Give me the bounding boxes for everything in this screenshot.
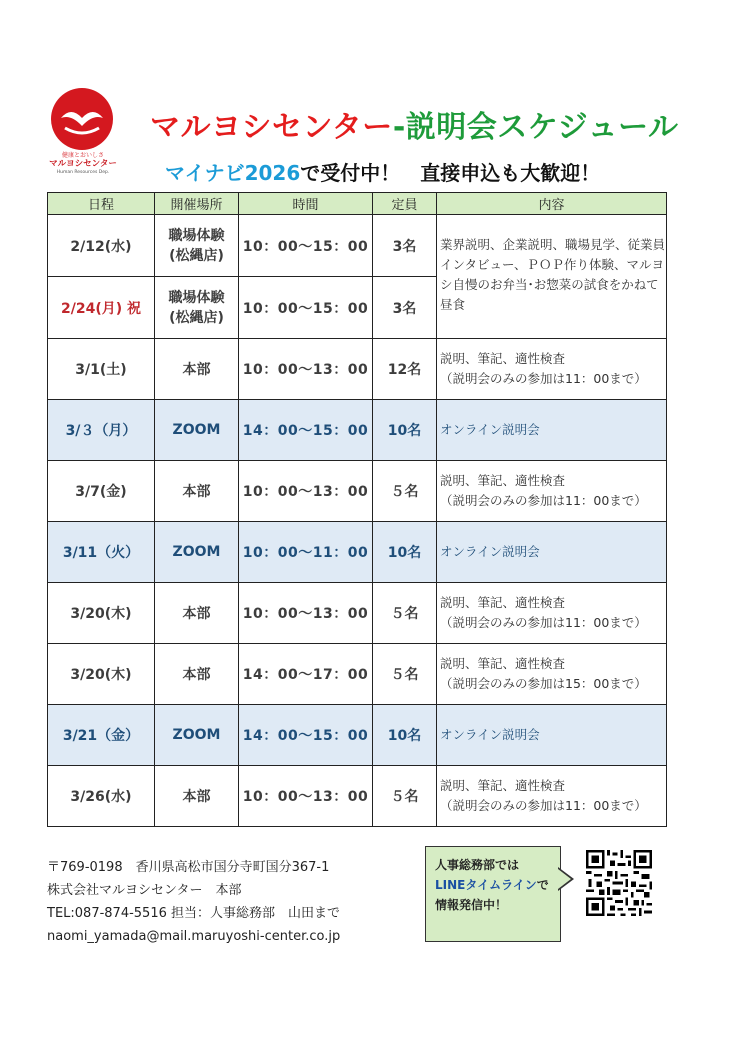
callout-line2-suffix: で [536,878,549,892]
row-capacity: ５名 [373,583,437,644]
row-place: ZOOM [155,400,239,461]
page-title [150,102,678,146]
callout-line2 [435,875,549,895]
header-place: 開催場所 [155,193,239,215]
row-content-line1: 説明、筆記、適性検査 [440,351,566,366]
row-place: 本部 [155,644,239,705]
table-row [48,522,667,583]
callout-line-timeline: LINEタイムライン [435,878,537,892]
schedule-table [47,192,667,827]
company-logo [46,88,120,176]
row-content: 業界説明、企業説明、職場見学、従業員インタビュー、ＰＯＰ作り体験、マルヨシ自慢のお弁当･お惣菜の試食をかねて昼食 [437,215,667,339]
row-place [155,277,239,339]
row-content-line1: 説明、筆記、適性検査 [440,778,566,793]
row-place: 本部 [155,583,239,644]
row-content-line2: （説明会のみの参加は11：00まで） [440,615,647,630]
table-row [48,705,667,766]
row-place-line1: 職場体験 [168,289,225,306]
row-capacity: 3名 [373,277,437,339]
row-content-line2: （説明会のみの参加は11：00まで） [440,371,647,386]
row-content-line1: 説明、筆記、適性検査 [440,595,566,610]
row-content [437,339,667,400]
row-content [437,705,667,766]
row-date: 3/26(水) [48,766,155,827]
row-content-line1: オンライン説明会 [440,727,540,742]
row-content [437,644,667,705]
row-content [437,461,667,522]
row-date: 3/３（月） [48,400,155,461]
row-capacity: 3名 [373,215,437,277]
page-subtitle [165,157,600,186]
row-place-line2: (松縄店) [169,309,224,326]
address-phone: TEL:087-874-5516 担当：人事総務部 山田まで [47,906,341,921]
row-capacity: 10名 [373,400,437,461]
title-schedule: -説明会スケジュール [392,110,679,145]
row-time: 10：00〜15：00 [239,277,373,339]
logo-name: マルヨシセンター [49,159,117,169]
contact-address [47,856,340,948]
address-email[interactable]: naomi_yamada@mail.maruyoshi-center.co.jp [47,929,341,944]
row-time: 14：00〜15：00 [239,400,373,461]
row-date: 3/1(土) [48,339,155,400]
row-date: 3/20(木) [48,583,155,644]
row-content [437,400,667,461]
header-date: 日程 [48,193,155,215]
row-time: 10：00〜13：00 [239,583,373,644]
row-capacity: ５名 [373,644,437,705]
row-time: 10：00〜13：00 [239,339,373,400]
row-place: 本部 [155,461,239,522]
row-place-line2: (松縄店) [169,247,224,264]
row-date: 3/11（火） [48,522,155,583]
row-time: 14：00〜17：00 [239,644,373,705]
row-place: 本部 [155,339,239,400]
row-content-line2: （説明会のみの参加は11：00まで） [440,798,647,813]
row-content-line2: （説明会のみの参加は15：00まで） [440,676,647,691]
header-time: 時間 [239,193,373,215]
row-date: 3/20(木) [48,644,155,705]
row-date: 2/24(月) 祝 [48,277,155,339]
row-capacity: 12名 [373,339,437,400]
row-capacity: 10名 [373,522,437,583]
logo-emblem [51,88,113,150]
row-date: 2/12(水) [48,215,155,277]
row-place: ZOOM [155,522,239,583]
logo-tagline: 健康とおいしさ [61,152,104,159]
row-content [437,522,667,583]
row-place: ZOOM [155,705,239,766]
row-content-line2: （説明会のみの参加は11：00まで） [440,493,647,508]
row-capacity: 10名 [373,705,437,766]
row-content-line1: 説明、筆記、適性検査 [440,656,566,671]
table-row [48,644,667,705]
row-time: 14：00〜15：00 [239,705,373,766]
title-company: マルヨシセンター [150,110,393,145]
callout-arrow-fill [558,869,571,889]
row-date: 3/21（金） [48,705,155,766]
row-place-line1: 職場体験 [168,227,225,244]
callout-line3: 情報発信中！ [435,898,508,912]
table-row [48,461,667,522]
row-capacity: ５名 [373,766,437,827]
line-callout-box [425,846,561,942]
callout-line1: 人事総務部では [435,858,520,872]
row-date: 3/7(金) [48,461,155,522]
logo-subtext: Human Resources Dep. [56,170,110,175]
row-capacity: ５名 [373,461,437,522]
address-postal: 〒769-0198 香川県高松市国分寺町国分367-1 [47,860,330,875]
row-time: 10：00〜13：00 [239,766,373,827]
row-time: 10：00〜11：00 [239,522,373,583]
row-content [437,583,667,644]
subtitle-mynavi: マイナビ2026 [165,161,301,185]
header-content: 内容 [437,193,667,215]
row-time: 10：00〜13：00 [239,461,373,522]
row-content [437,766,667,827]
table-row [48,583,667,644]
row-place [155,215,239,277]
row-place: 本部 [155,766,239,827]
table-row [48,400,667,461]
table-row [48,766,667,827]
callout-text [435,855,549,915]
qr-code-icon[interactable] [586,850,652,916]
table-header-row [48,193,667,215]
row-content-line1: オンライン説明会 [440,422,540,437]
header-capacity: 定員 [373,193,437,215]
row-content-line1: オンライン説明会 [440,544,540,559]
subtitle-message: で受付中！ 直接申込も大歓迎！ [300,161,601,185]
address-company: 株式会社マルヨシセンター 本部 [47,883,242,898]
table-row [48,215,667,277]
table-row [48,339,667,400]
row-content-line1: 説明、筆記、適性検査 [440,473,566,488]
row-time: 10：00〜15：00 [239,215,373,277]
